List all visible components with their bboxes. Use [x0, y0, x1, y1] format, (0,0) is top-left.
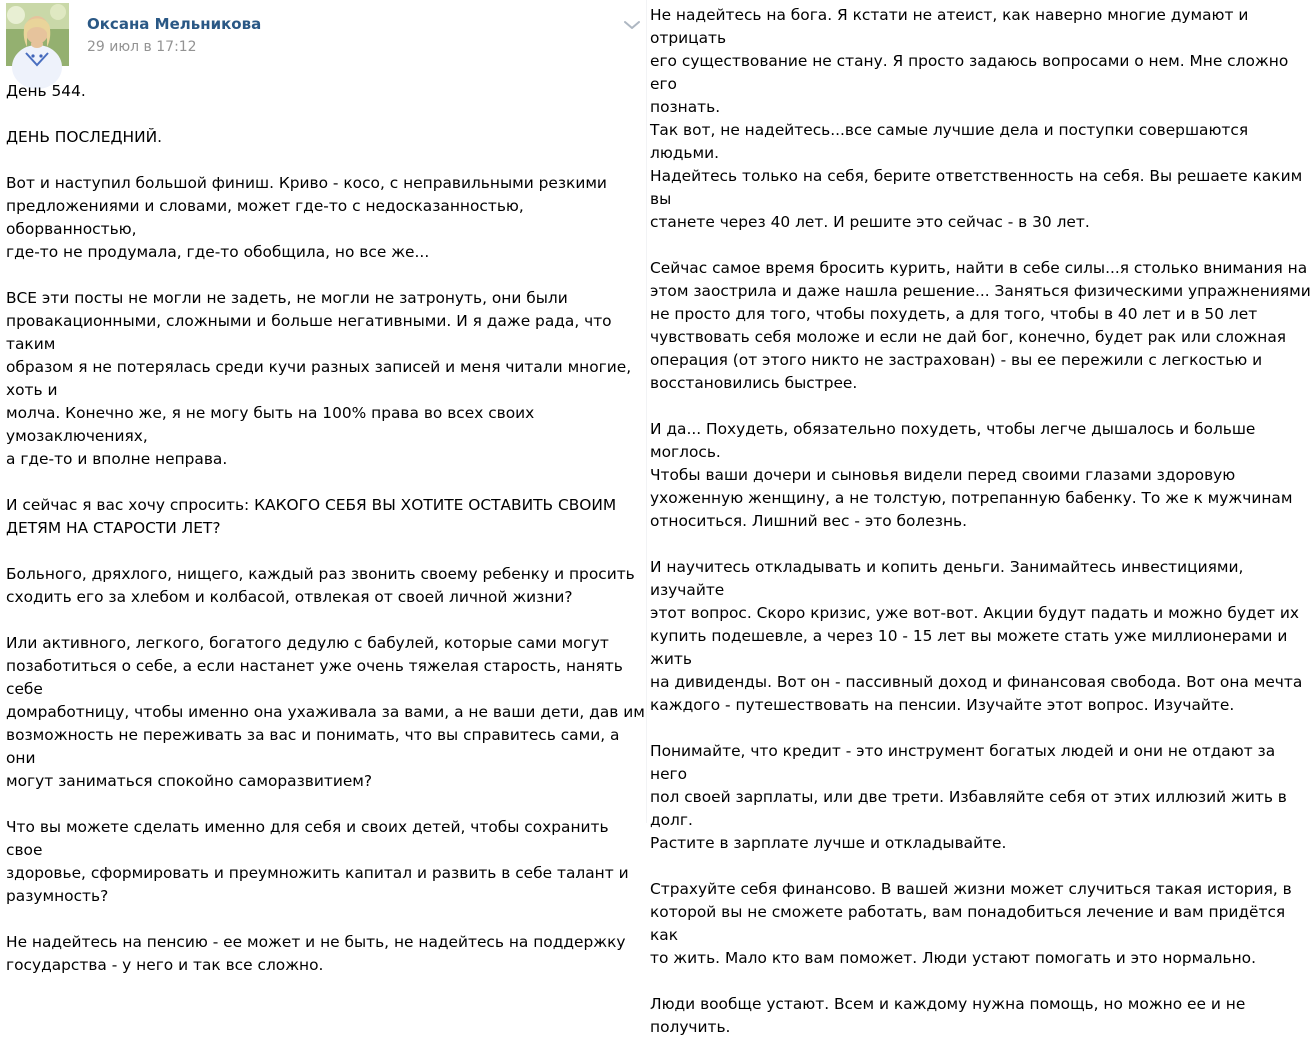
chevron-down-icon[interactable]	[623, 19, 641, 31]
post-panel-right	[646, 0, 1313, 1036]
post-date-link[interactable]: 29 июл в 17:12	[87, 39, 197, 55]
author-name-link[interactable]: Оксана Мельникова	[87, 15, 262, 33]
post-panel-left	[0, 0, 646, 974]
post-text-part-1: День 544. ДЕНЬ ПОСЛЕДНИЙ. Вот и наступил большой финиш. Криво - косо, с неправильными резкими предложениями и словами, может где-то с недосказанностью, оборванностью, где-то не продумала, где-то обобщила, но все же... ВСЕ эти посты не могли не задеть, не могли не затронуть, они были провакационными, сложными и больше негативными. И я даже рада, что таким образом я не потерялась среди кучи разных записей и меня читали многие, хоть и молча. Конечно же, я не могу быть на 100% права во всех своих умозаключениях, а где-то и вполне неправа. И сейчас я вас хочу спросить: КАКОГО СЕБЯ ВЫ ХОТИТЕ ОСТАВИТЬ СВОИМ ДЕТЯМ НА СТАРОСТИ ЛЕТ? Больного, дряхлого, нищего, каждый раз звонить своему ребенку и просить сходить его за хлебом и колбасой, отвлекая от своей личной жизни? Или активного, легкого, богатого дедулю с бабулей, которые сами могут позаботиться о себе, а если настанет уже очень тяжелая старость, нанять себе домработницу, чтобы именно она ухаживала за вами, а не ваши дети, дав им возможность не переживать за вас и понимать, что вы справитесь сами, а они могут заниматься спокойно саморазвитием? Что вы можете сделать именно для себя и своих детей, чтобы сохранить свое здоровье, сформировать и преумножить капитал и развить в себе талант и разумность? Не надейтесь на пенсию - ее может и не быть, не надейтесь на поддержку государства - у него и так все сложно.	[6, 82, 645, 974]
author-avatar[interactable]	[6, 3, 69, 66]
post-text-part-2: Не надейтесь на бога. Я кстати не атеист, как наверно многие думают и отрицать его существование не стану. Я просто задаюсь вопросами о нем. Мне сложно его познать. Так вот, не надейтесь...все самые лучшие дела и поступки совершаются людьми. Надейтесь только на себя, берите ответственность на себя. Вы решаете каким вы станете через 40 лет. И решите это сейчас - в 30 лет. Сейчас самое время бросить курить, найти в себе силы...я столько внимания на этом заострила и даже нашла решение... Заняться физическими упражнениями не просто для того, чтобы похудеть, а для того, чтобы в 40 лет и в 50 лет чувствовать себя моложе и если не дай бог, конечно, будет рак или сложная операция (от этого никто не застрахован) - вы ее пережили с легкостью и восстановились быстрее. И да... Похудеть, обязательно похудеть, чтобы легче дышалось и больше моглось. Чтобы ваши дочери и сыновья видели перед своими глазами здоровую ухоженную женщину, а не толстую, потрепанную бабенку. То же к мужчинам относиться. Лишний вес - это болезнь. И научитесь откладывать и копить деньги. Занимайтесь инвестициями, изучайте этот вопрос. Скоро кризис, уже вот-вот. Акции будут падать и можно будет их купить подешевле, а через 10 - 15 лет вы можете стать уже миллионерами и жить на дивиденды. Вот он - пассивный доход и финансовая свобода. Вот она мечта каждого - путешествовать на пенсии. Изучайте этот вопрос. Изучайте. Понимайте, что кредит - это инструмент богатых людей и они не отдают за него пол своей зарплаты, или две трети. Избавляйте себя от этих иллюзий жить в долг. Растите в зарплате лучше и откладывайте. Страхуйте себя финансово. В вашей жизни может случиться такая история, в которой вы не сможете работать, вам понадобиться лечение и вам придётся как то жить. Мало кто вам поможет. Люди устают помогать и это нормально. Люди вообще устают. Всем и каждому нужна помощь, но можно ее и не получить.	[650, 6, 1311, 1036]
post-header	[6, 3, 642, 67]
avatar-photo	[6, 3, 69, 66]
